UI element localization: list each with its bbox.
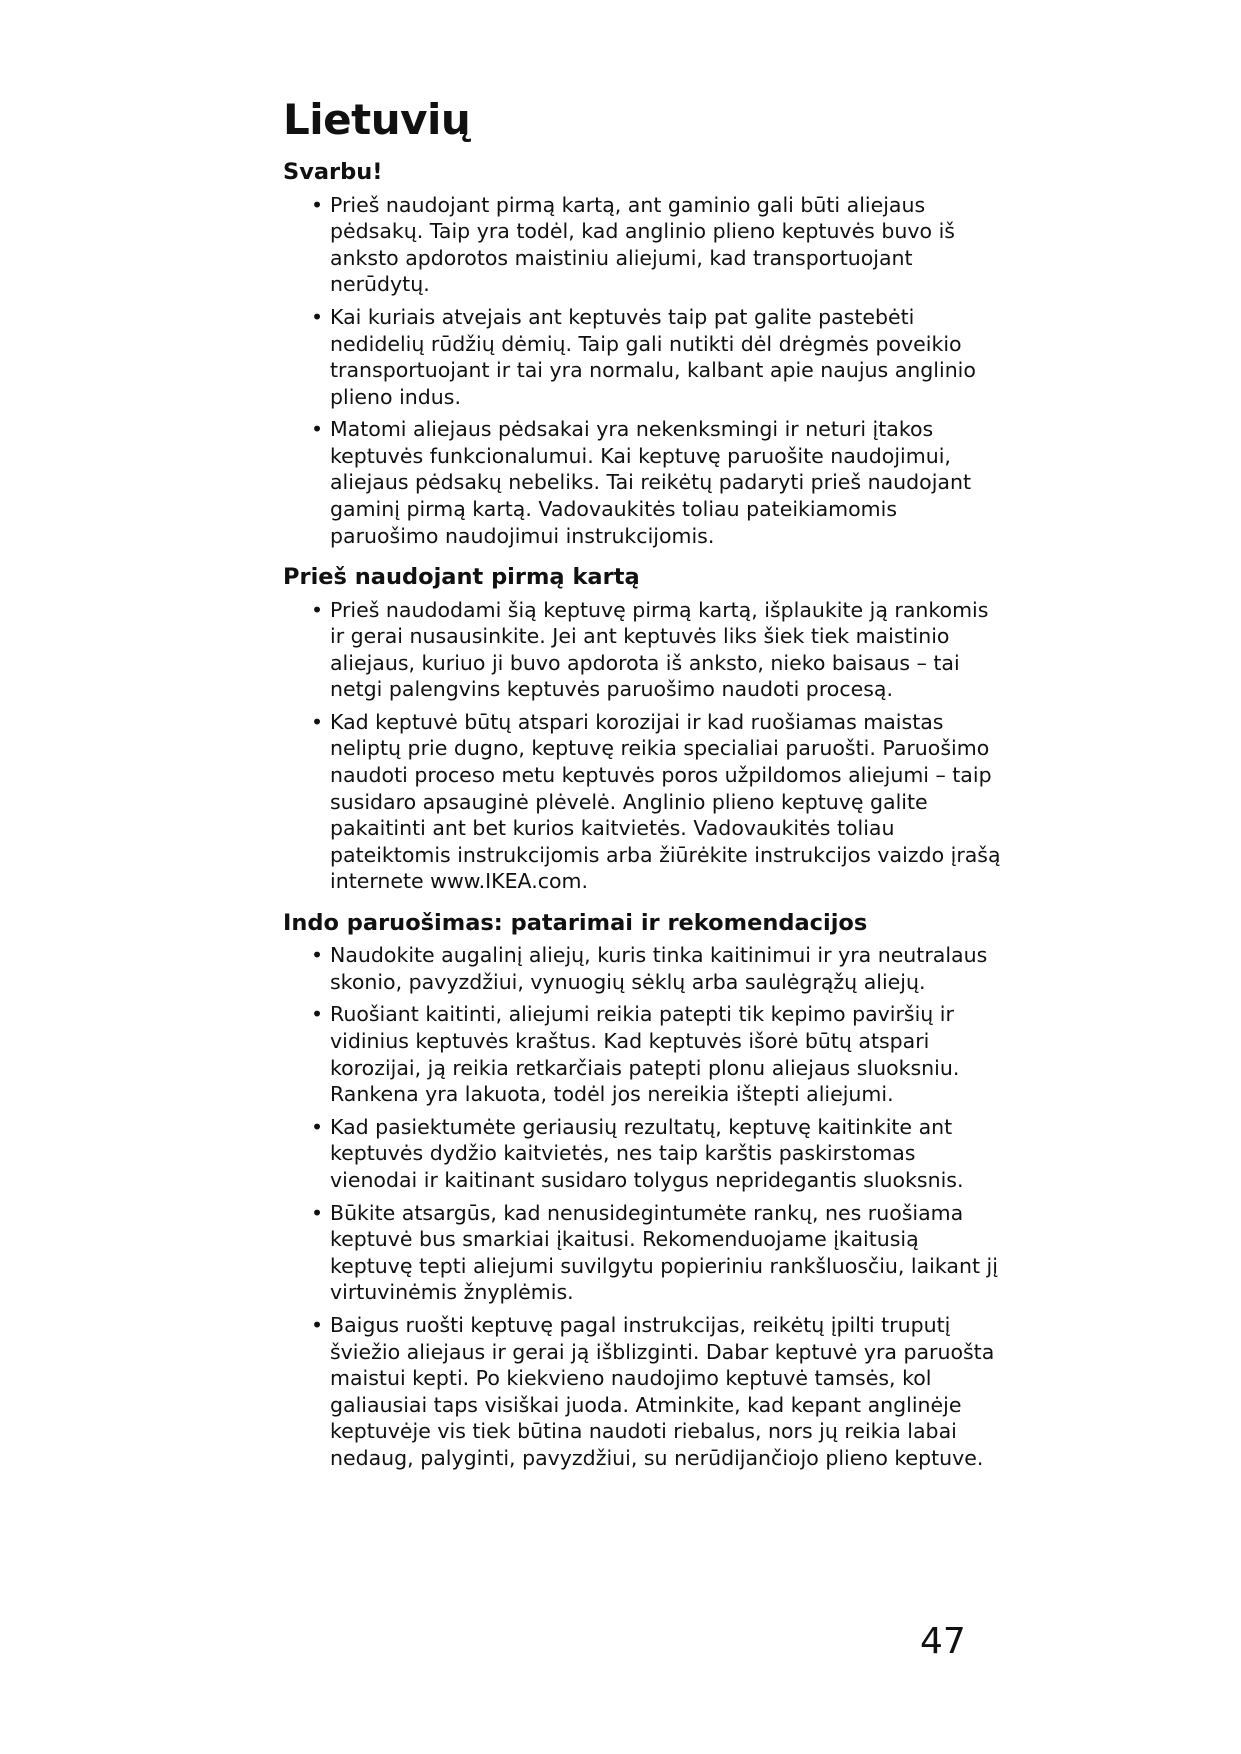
list-item: • Kai kuriais atvejais ant keptuvės taip pat galite pastebėti nedidelių rūdžių dėmių. Taip gali nutikti dėl drėgmės poveikio transportuojant ir tai yra normalu, kalbant apie naujus anglinio plieno indus. (311, 304, 976, 409)
section-seasoning-tips (283, 909, 1003, 1472)
bullet-list (283, 192, 1003, 550)
section-heading: Indo paruošimas: patarimai ir rekomendacijos (283, 910, 868, 937)
bullet-icon: • (311, 1114, 324, 1139)
page-number: 47 (920, 1621, 966, 1662)
list-item: • Prieš naudodami šią keptuvę pirmą kartą, išplaukite ją rankomis ir gerai nusausinkite. Jei ant keptuvės liks šiek tiek maistinio aliejaus, kuriuo ji buvo apdorota iš anksto, nieko baisaus – tai netgi palengvins keptuvės paruošimo naudoti procesą. (311, 597, 989, 702)
list-item: • Būkite atsargūs, kad nenusidegintumėte rankų, nes ruošiama keptuvė bus smarkiai įkaitusi. Rekomenduojame įkaitusią keptuvę tepti aliejumi suvilgytu popieriniu rankšluosčiu, laikant jį virtuvinėmis žnyplėmis. (311, 1200, 998, 1305)
list-item: • Ruošiant kaitinti, aliejumi reikia patepti tik kepimo paviršių ir vidinius keptuvės kraštus. Kad keptuvės išorė būtų atspari korozijai, ją reikia retkarčiais patepti plonu aliejaus sluoksniu. Rankena yra lakuota, todėl jos nereikia ištepti aliejumi. (311, 1002, 960, 1107)
bullet-icon: • (311, 1313, 324, 1338)
bullet-icon: • (311, 943, 324, 968)
bullet-icon: • (311, 1002, 324, 1027)
section-important (283, 158, 1003, 549)
list-item: • Matomi aliejaus pėdsakai yra nekenksmingi ir neturi įtakos keptuvės funkcionalumui. Kai keptuvę paruošite naudojimui, aliejaus pėdsakų nebeliks. Tai reikėtų padaryti prieš naudojant gaminį pirmą kartą. Vadovaukitės toliau pateikiamomis paruošimo naudojimui instrukcijomis. (311, 417, 971, 548)
list-item: • Kad keptuvė būtų atspari korozijai ir kad ruošiamas maistas neliptų prie dugno, keptuvę reikia specialiai paruošti. Paruošimo naudoti proceso metu keptuvės poros užpildomos aliejumi – taip susidaro apsauginė plėvelė. Anglinio plieno keptuvę galite pakaitinti ant bet kurios kaitvietės. Vadovaukitės toliau pateiktomis instrukcijomis arba žiūrėkite instrukcijos vaizdo įrašą internete www.IKEA.com. (311, 709, 1001, 894)
document-page (283, 96, 1003, 1486)
section-heading: Svarbu! (283, 159, 383, 186)
section-before-first-use (283, 563, 1003, 895)
bullet-list (283, 597, 1003, 896)
page-title: Lietuvių (283, 95, 471, 144)
section-heading: Prieš naudojant pirmą kartą (283, 564, 640, 591)
bullet-icon: • (311, 709, 324, 734)
bullet-list (283, 942, 1003, 1471)
bullet-icon: • (311, 1200, 324, 1225)
bullet-icon: • (311, 597, 324, 622)
bullet-icon: • (311, 304, 324, 329)
list-item: • Kad pasiektumėte geriausių rezultatų, keptuvę kaitinkite ant keptuvės dydžio kaitvietės, nes taip karštis paskirstomas vienodai ir kaitinant susidaro tolygus nepridegantis sluoksnis. (311, 1114, 964, 1193)
bullet-icon: • (311, 192, 324, 217)
bullet-icon: • (311, 417, 324, 442)
list-item: • Baigus ruošti keptuvę pagal instrukcijas, reikėtų įpilti truputį šviežio aliejaus ir gerai ją išblizginti. Dabar keptuvė yra paruošta maistui kepti. Po kiekvieno naudojimo keptuvė tamsės, kol galiausiai taps visiškai juoda. Atminkite, kad kepant anglinėje keptuvėje vis tiek būtina naudoti riebalus, nors jų reikia labai nedaug, palyginti, pavyzdžiui, su nerūdijančiojo plieno keptuve. (311, 1313, 995, 1470)
list-item: • Naudokite augalinį aliejų, kuris tinka kaitinimui ir yra neutralaus skonio, pavyzdžiui, vynuogių sėklų arba saulėgrąžų aliejų. (311, 943, 988, 994)
list-item: • Prieš naudojant pirmą kartą, ant gaminio gali būti aliejaus pėdsakų. Taip yra todėl, kad anglinio plieno keptuvės buvo iš anksto apdorotos maistiniu aliejumi, kad transportuojant nerūdytų. (311, 192, 955, 297)
